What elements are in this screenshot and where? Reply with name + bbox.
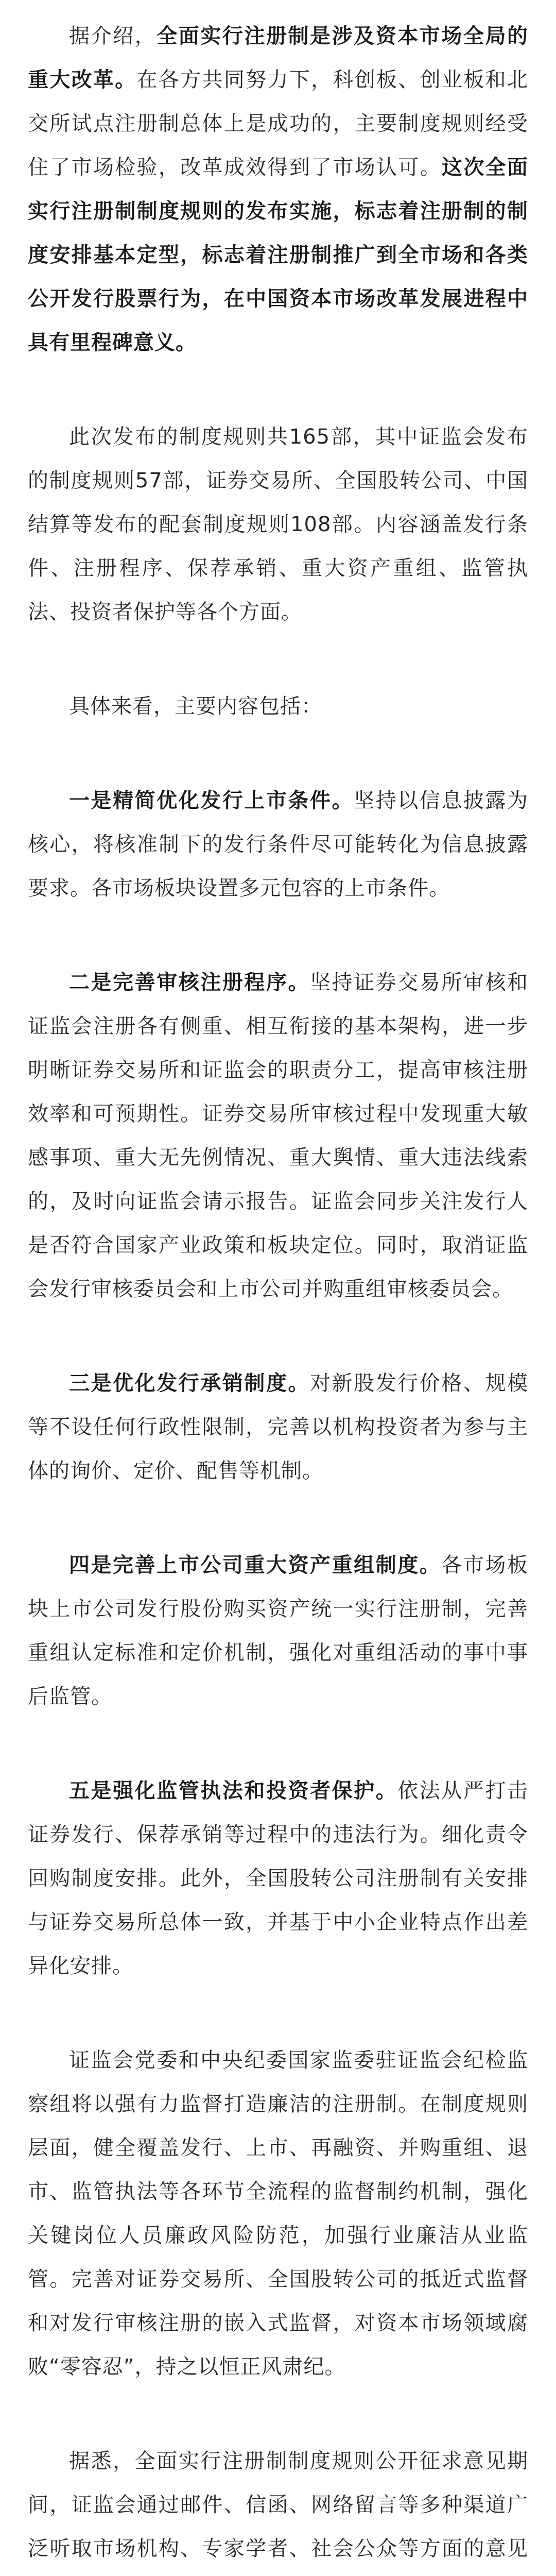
rules-count-paragraph (28, 415, 528, 634)
text-run: 各市场板块上市公司发行股份购买资产统一实行注册制，完善重组认定标准和定价机制，强化对重组活动的事中事后监管。 (28, 1553, 529, 1708)
text-run: 证监会党委和中央纪委国家监委驻证监会纪检监察组将以强有力监督打造廉洁的注册制。在制度规则层面，健全覆盖发行、上市、再融资、并购重组、退市、监管执法等各环节全流程的监督制约机制，强化关键岗位人员廉政风险防范，加强行业廉洁从业监管。完善对证券交易所、全国股转公司的抵近式监督和对发行审核注册的嵌入式监督，对资本市场领域腐败“零容忍”，持之以恒正风肃纪。 (28, 2048, 528, 2379)
text-run: 具体来看，主要内容包括： (69, 694, 322, 718)
feedback-paragraph (28, 2439, 528, 2576)
text-run: 据悉，全面实行注册制制度规则公开征求意见期间，证监会通过邮件、信函、网络留言等多种渠道广泛听取市场机构、专家学者、社会公众等方面的意见 (28, 2449, 528, 2561)
point-five-paragraph (28, 1769, 528, 1988)
text-run: 坚持以信息披露为核心，将核准制下的发行条件尽可能转化为信息披露要求。各市场板块设置多元包容的上市条件。 (28, 789, 529, 900)
text-run: 对新股发行价格、规模等不设任何行政性限制，完善以机构投资者为参与主体的询价、定价、配售等机制。 (28, 1371, 529, 1483)
bold-text-run: 二是完善审核注册程序。 (69, 971, 310, 994)
bold-text-run: 一是精简优化发行上市条件。 (69, 789, 354, 812)
bold-text-run: 全面实行注册制是涉及资本市场全局的重大改革。 (28, 24, 529, 92)
point-three-paragraph (28, 1362, 528, 1493)
intro-paragraph (28, 14, 528, 365)
bold-text-run: 这次全面实行注册制制度规则的发布实施，标志着注册制的制度安排基本定型，标志着注册制推广到全市场和各类公开发行股票行为，在中国资本市场改革发展进程中具有里程碑意义。 (28, 156, 529, 354)
text-run: 坚持证券交易所审核和证监会注册各有侧重、相互衔接的基本架构，进一步明晰证券交易所和证监会的职责分工，提高审核注册效率和可预期性。证券交易所审核过程中发现重大敏感事项、重大无先例情况、重大舆情、重大违法线索的，及时向证监会请示报告。证监会同步关注发行人是否符合国家产业政策和板块定位。同时，取消证监会发行审核委员会和上市公司并购重组审核委员会。 (28, 971, 529, 1301)
point-four-paragraph (28, 1544, 528, 1719)
text-run: 在各方共同努力下，科创板、创业板和北交所试点注册制总体上是成功的，主要制度规则经受住了市场检验，改革成效得到了市场认可。 (28, 68, 529, 179)
text-run: 依法从严打击证券发行、保荐承销等过程中的违法行为。细化责令回购制度安排。此外，全国股转公司注册制有关安排与证券交易所总体一致，并基于中小企业特点作出差异化安排。 (28, 1779, 528, 1978)
point-one-paragraph (28, 779, 528, 910)
bold-text-run: 三是优化发行承销制度。 (69, 1371, 310, 1395)
main-content-intro (28, 685, 528, 728)
text-run: 此次发布的制度规则共165部，其中证监会发布的制度规则57部，证券交易所、全国股转公司、中国结算等发布的配套制度规则108部。内容涵盖发行条件、注册程序、保荐承销、重大资产重组、监管执法、投资者保护等各个方面。 (28, 425, 528, 624)
supervision-paragraph (28, 2039, 528, 2389)
text-run: 据介绍， (69, 24, 157, 48)
bold-text-run: 四是完善上市公司重大资产重组制度。 (69, 1553, 442, 1577)
bold-text-run: 五是强化监管执法和投资者保护。 (69, 1779, 398, 1803)
point-two-paragraph (28, 961, 528, 1311)
